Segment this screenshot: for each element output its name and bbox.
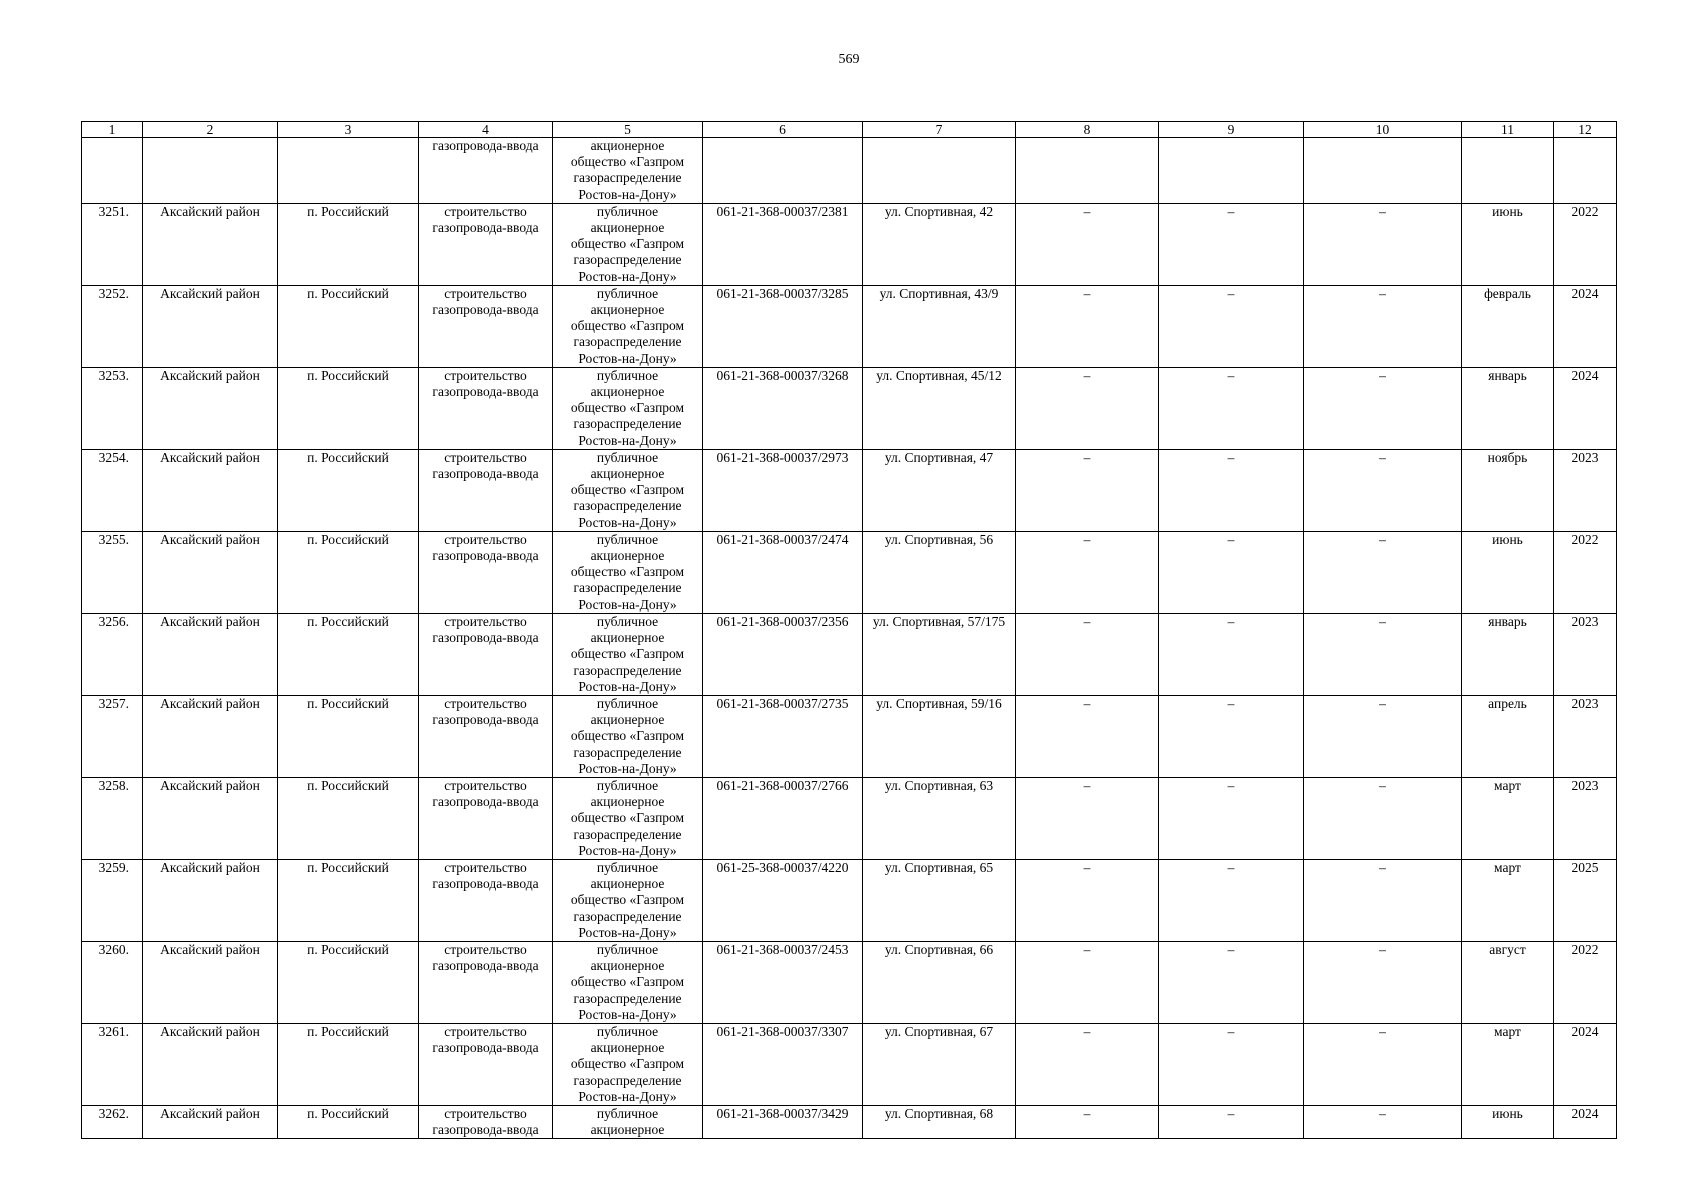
organization-line: публичное [596, 449, 659, 465]
settlement-cell: п. Российский [278, 1105, 419, 1138]
year-cell: 2022 [1554, 531, 1617, 613]
column-number-header-row [82, 122, 1617, 138]
dash-cell: – [1159, 285, 1304, 367]
continuation-row [82, 138, 1617, 204]
organization-cell [553, 285, 703, 367]
district-cell: Аксайский район [143, 695, 278, 777]
table-row [82, 695, 1617, 777]
work-cell: строительство газопровода-ввода [419, 859, 553, 941]
dash-cell: – [1304, 859, 1462, 941]
year-cell: 2023 [1554, 695, 1617, 777]
organization-line: публичное [596, 1105, 659, 1121]
row-number: 3261. [82, 1023, 143, 1105]
organization-line: Ростов-на-Дону» [578, 350, 677, 366]
dash-cell: – [1016, 941, 1159, 1023]
dash-cell: – [1159, 941, 1304, 1023]
organization-line: газораспределение [573, 416, 682, 432]
column-header: 1 [82, 122, 143, 138]
settlement-cell: п. Российский [278, 859, 419, 941]
month-cell: февраль [1462, 285, 1554, 367]
column-header: 4 [419, 122, 553, 138]
year-cell: 2024 [1554, 1105, 1617, 1138]
work-cell: строительство газопровода-ввода [419, 777, 553, 859]
dash-cell: – [1159, 203, 1304, 285]
organization-line: акционерное [590, 138, 665, 153]
table-row [82, 203, 1617, 285]
organization-line: общество «Газпром [570, 728, 685, 744]
dash-cell: – [1016, 285, 1159, 367]
page-number: 569 [838, 52, 860, 67]
registration-code: 061-21-368-00037/2381 [703, 203, 863, 285]
settlement-cell: п. Российский [278, 613, 419, 695]
organization-line: акционерное [590, 466, 665, 482]
table-row [82, 859, 1617, 941]
registration-code: 061-21-368-00037/3429 [703, 1105, 863, 1138]
settlement-cell: п. Российский [278, 531, 419, 613]
organization-cell [553, 859, 703, 941]
dash-cell: – [1159, 695, 1304, 777]
organization-line: публичное [596, 777, 659, 793]
address-cell: ул. Спортивная, 42 [863, 203, 1016, 285]
dash-cell: – [1159, 449, 1304, 531]
work-cell: строительство газопровода-ввода [419, 367, 553, 449]
registration-code: 061-21-368-00037/2453 [703, 941, 863, 1023]
registration-code: 061-21-368-00037/3268 [703, 367, 863, 449]
work-cell: строительство газопровода-ввода [419, 531, 553, 613]
month-cell: март [1462, 777, 1554, 859]
year-cell: 2023 [1554, 449, 1617, 531]
organization-line: общество «Газпром [570, 892, 685, 908]
organization-line: публичное [596, 203, 659, 219]
settlement-cell: п. Российский [278, 203, 419, 285]
organization-line: общество «Газпром [570, 482, 685, 498]
dash-cell: – [1016, 1023, 1159, 1105]
organization-line: общество «Газпром [570, 810, 685, 826]
organization-cell [553, 138, 703, 204]
row-number: 3253. [82, 367, 143, 449]
year-cell: 2023 [1554, 777, 1617, 859]
address-cell: ул. Спортивная, 63 [863, 777, 1016, 859]
registration-code: 061-21-368-00037/2356 [703, 613, 863, 695]
year-cell: 2025 [1554, 859, 1617, 941]
dash-cell: – [1304, 695, 1462, 777]
table-row [82, 1105, 1617, 1138]
dash-cell: – [1304, 777, 1462, 859]
organization-line: газораспределение [573, 826, 682, 842]
year-cell: 2023 [1554, 613, 1617, 695]
row-number: 3257. [82, 695, 143, 777]
organization-line: газораспределение [573, 252, 682, 268]
column-header: 12 [1554, 122, 1617, 138]
organization-line: общество «Газпром [570, 318, 685, 334]
address-cell: ул. Спортивная, 43/9 [863, 285, 1016, 367]
dash-cell: – [1304, 1105, 1462, 1138]
column-header: 11 [1462, 122, 1554, 138]
dash-cell: – [1304, 531, 1462, 613]
table-row [82, 531, 1617, 613]
column-header: 3 [278, 122, 419, 138]
work-cell: строительство газопровода-ввода [419, 613, 553, 695]
dash-cell: – [1016, 531, 1159, 613]
organization-line: публичное [596, 941, 659, 957]
organization-line: общество «Газпром [570, 154, 685, 170]
dash-cell: – [1304, 367, 1462, 449]
organization-cell [553, 613, 703, 695]
organization-line: акционерное [590, 794, 665, 810]
settlement-cell: п. Российский [278, 777, 419, 859]
district-cell: Аксайский район [143, 449, 278, 531]
organization-line: акционерное [590, 384, 665, 400]
row-number: 3252. [82, 285, 143, 367]
dash-cell: – [1159, 1105, 1304, 1138]
row-number: 3251. [82, 203, 143, 285]
address-cell: ул. Спортивная, 68 [863, 1105, 1016, 1138]
organization-line: Ростов-на-Дону» [578, 186, 677, 202]
district-cell: Аксайский район [143, 613, 278, 695]
row-number: 3255. [82, 531, 143, 613]
organization-line: Ростов-на-Дону» [578, 1088, 677, 1104]
organization-line: Ростов-на-Дону» [578, 678, 677, 694]
table-row [82, 613, 1617, 695]
organization-line: Ростов-на-Дону» [578, 1006, 677, 1022]
organization-line: газораспределение [573, 990, 682, 1006]
registration-code: 061-21-368-00037/3285 [703, 285, 863, 367]
organization-line: газораспределение [573, 170, 682, 186]
organization-line: газораспределение [573, 662, 682, 678]
dash-cell: – [1016, 367, 1159, 449]
organization-line: публичное [596, 613, 659, 629]
work-cell: строительство газопровода-ввода [419, 449, 553, 531]
table-row [82, 285, 1617, 367]
address-cell: ул. Спортивная, 47 [863, 449, 1016, 531]
dash-cell: – [1304, 285, 1462, 367]
row-number: 3254. [82, 449, 143, 531]
month-cell: август [1462, 941, 1554, 1023]
work-cell: строительство газопровода-ввода [419, 941, 553, 1023]
organization-cell [553, 941, 703, 1023]
work-cell: газопровода-ввода [419, 138, 553, 204]
district-cell: Аксайский район [143, 859, 278, 941]
address-cell: ул. Спортивная, 45/12 [863, 367, 1016, 449]
work-cell: строительство газопровода-ввода [419, 695, 553, 777]
organization-cell [553, 449, 703, 531]
organization-line: акционерное [590, 302, 665, 318]
organization-cell [553, 531, 703, 613]
district-cell: Аксайский район [143, 777, 278, 859]
work-cell: строительство газопровода-ввода [419, 285, 553, 367]
work-cell: строительство газопровода-ввода [419, 203, 553, 285]
dash-cell: – [1016, 203, 1159, 285]
organization-cell [553, 1105, 703, 1138]
gas-pipeline-table [81, 121, 1617, 1139]
month-cell: январь [1462, 367, 1554, 449]
organization-line: акционерное [590, 712, 665, 728]
row-number: 3258. [82, 777, 143, 859]
organization-line: публичное [596, 531, 659, 547]
registration-code: 061-21-368-00037/2766 [703, 777, 863, 859]
year-cell: 2022 [1554, 203, 1617, 285]
address-cell: ул. Спортивная, 57/175 [863, 613, 1016, 695]
dash-cell: – [1016, 613, 1159, 695]
column-header: 2 [143, 122, 278, 138]
year-cell: 2024 [1554, 1023, 1617, 1105]
registration-code: 061-21-368-00037/2474 [703, 531, 863, 613]
organization-line: Ростов-на-Дону» [578, 268, 677, 284]
row-number: 3260. [82, 941, 143, 1023]
table-row [82, 367, 1617, 449]
organization-cell [553, 203, 703, 285]
column-header: 6 [703, 122, 863, 138]
organization-line: общество «Газпром [570, 1056, 685, 1072]
settlement-cell: п. Российский [278, 449, 419, 531]
organization-line: газораспределение [573, 334, 682, 350]
dash-cell: – [1304, 1023, 1462, 1105]
month-cell: январь [1462, 613, 1554, 695]
organization-line: акционерное [590, 1122, 665, 1138]
address-cell: ул. Спортивная, 66 [863, 941, 1016, 1023]
table-row [82, 777, 1617, 859]
organization-line: Ростов-на-Дону» [578, 924, 677, 940]
organization-line: публичное [596, 367, 659, 383]
column-header: 5 [553, 122, 703, 138]
row-number: 3259. [82, 859, 143, 941]
organization-line: Ростов-на-Дону» [578, 514, 677, 530]
column-header: 9 [1159, 122, 1304, 138]
settlement-cell: п. Российский [278, 695, 419, 777]
district-cell: Аксайский район [143, 1023, 278, 1105]
dash-cell: – [1016, 777, 1159, 859]
organization-line: общество «Газпром [570, 646, 685, 662]
row-number: 3262. [82, 1105, 143, 1138]
address-cell: ул. Спортивная, 59/16 [863, 695, 1016, 777]
month-cell: март [1462, 1023, 1554, 1105]
dash-cell: – [1159, 367, 1304, 449]
dash-cell: – [1159, 777, 1304, 859]
column-header: 7 [863, 122, 1016, 138]
dash-cell: – [1304, 203, 1462, 285]
month-cell: апрель [1462, 695, 1554, 777]
organization-line: публичное [596, 859, 659, 875]
dash-cell: – [1016, 449, 1159, 531]
row-number: 3256. [82, 613, 143, 695]
month-cell: ноябрь [1462, 449, 1554, 531]
dash-cell: – [1159, 1023, 1304, 1105]
organization-line: публичное [596, 285, 659, 301]
district-cell: Аксайский район [143, 531, 278, 613]
registration-code: 061-21-368-00037/3307 [703, 1023, 863, 1105]
organization-line: акционерное [590, 1040, 665, 1056]
organization-line: общество «Газпром [570, 400, 685, 416]
organization-line: газораспределение [573, 580, 682, 596]
work-cell: строительство газопровода-ввода [419, 1023, 553, 1105]
settlement-cell: п. Российский [278, 1023, 419, 1105]
year-cell: 2024 [1554, 367, 1617, 449]
settlement-cell: п. Российский [278, 285, 419, 367]
table-row [82, 1023, 1617, 1105]
month-cell: март [1462, 859, 1554, 941]
district-cell: Аксайский район [143, 367, 278, 449]
settlement-cell: п. Российский [278, 367, 419, 449]
organization-line: газораспределение [573, 744, 682, 760]
month-cell: июнь [1462, 531, 1554, 613]
organization-cell [553, 1023, 703, 1105]
organization-line: акционерное [590, 958, 665, 974]
dash-cell: – [1304, 613, 1462, 695]
month-cell: июнь [1462, 203, 1554, 285]
year-cell: 2022 [1554, 941, 1617, 1023]
organization-line: акционерное [590, 630, 665, 646]
organization-line: газораспределение [573, 1072, 682, 1088]
registration-code: 061-21-368-00037/2973 [703, 449, 863, 531]
organization-cell [553, 777, 703, 859]
dash-cell: – [1159, 859, 1304, 941]
dash-cell: – [1016, 695, 1159, 777]
dash-cell: – [1016, 1105, 1159, 1138]
organization-cell [553, 367, 703, 449]
district-cell: Аксайский район [143, 203, 278, 285]
month-cell: июнь [1462, 1105, 1554, 1138]
organization-cell [553, 695, 703, 777]
organization-line: акционерное [590, 876, 665, 892]
dash-cell: – [1304, 449, 1462, 531]
organization-line: газораспределение [573, 908, 682, 924]
organization-line: Ростов-на-Дону» [578, 596, 677, 612]
organization-line: Ростов-на-Дону» [578, 842, 677, 858]
organization-line: общество «Газпром [570, 236, 685, 252]
column-header: 8 [1016, 122, 1159, 138]
registration-code: 061-21-368-00037/2735 [703, 695, 863, 777]
table-row [82, 449, 1617, 531]
address-cell: ул. Спортивная, 65 [863, 859, 1016, 941]
organization-line: Ростов-на-Дону» [578, 432, 677, 448]
organization-line: общество «Газпром [570, 564, 685, 580]
dash-cell: – [1159, 613, 1304, 695]
organization-line: акционерное [590, 548, 665, 564]
column-header: 10 [1304, 122, 1462, 138]
dash-cell: – [1159, 531, 1304, 613]
district-cell: Аксайский район [143, 941, 278, 1023]
work-cell: строительство газопровода-ввода [419, 1105, 553, 1138]
dash-cell: – [1016, 859, 1159, 941]
organization-line: общество «Газпром [570, 974, 685, 990]
organization-line: Ростов-на-Дону» [578, 760, 677, 776]
district-cell: Аксайский район [143, 285, 278, 367]
organization-line: газораспределение [573, 498, 682, 514]
settlement-cell: п. Российский [278, 941, 419, 1023]
district-cell: Аксайский район [143, 1105, 278, 1138]
year-cell: 2024 [1554, 285, 1617, 367]
address-cell: ул. Спортивная, 56 [863, 531, 1016, 613]
dash-cell: – [1304, 941, 1462, 1023]
table-row [82, 941, 1617, 1023]
organization-line: акционерное [590, 220, 665, 236]
registration-code: 061-25-368-00037/4220 [703, 859, 863, 941]
address-cell: ул. Спортивная, 67 [863, 1023, 1016, 1105]
organization-line: публичное [596, 1023, 659, 1039]
organization-line: публичное [596, 695, 659, 711]
